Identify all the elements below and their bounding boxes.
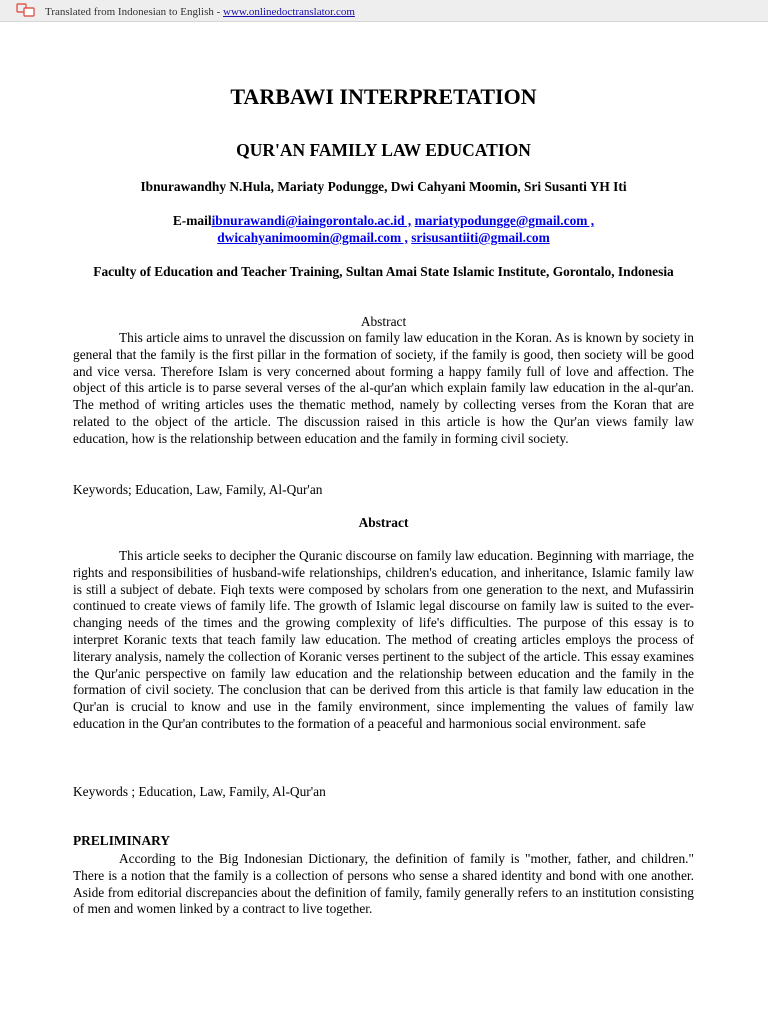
abstract-heading: Abstract bbox=[360, 314, 407, 329]
email-link-2[interactable]: mariatypodungge@gmail.com , bbox=[414, 213, 595, 228]
authors: Ibnurawandhy N.Hula, Mariaty Podungge, Dwi Cahyani Moomin, Sri Susanti YH Iti bbox=[140, 179, 627, 194]
banner-text bbox=[45, 6, 355, 18]
preliminary-paragraph: According to the Big Indonesian Dictionary, the definition of family is "mother, father, and children." There is a notion that the family is a collection of persons who sense a shared identity and bond with one another. Aside from editorial discrepancies about the definition of family, family generally refers to an institution consisting of men and women linked by a contract to live together. bbox=[73, 851, 694, 917]
abstract-paragraph: This article aims to unravel the discussion on family law education in the Koran. As is known by society in general that the family is the first pillar in the formation of society, if the family is good, then society will be good and vice versa. Therefore Islam is very concerned about forming a happy family full of love and affection. The object of this article is to parse several verses of the al-qur'an which explain family law education in the al-qur'an. The method of writing articles uses the thematic method, namely by collecting verses from the Koran that are related to the object of the article. The discussion raised in this article is how the Qur'an views family law education, how is the relationship between education and the family in forming civil society. bbox=[73, 330, 694, 446]
abstract-heading-2: Abstract bbox=[358, 515, 409, 530]
keywords-2: Keywords ; Education, Law, Family, Al-Qur'an bbox=[73, 784, 326, 799]
section-heading: PRELIMINARY bbox=[73, 833, 170, 848]
translator-logo-icon bbox=[16, 3, 36, 17]
document-subtitle: QUR'AN FAMILY LAW EDUCATION bbox=[236, 140, 531, 160]
email-link-4[interactable]: srisusantiiti@gmail.com bbox=[411, 230, 550, 245]
banner-link[interactable]: www.onlinedoctranslator.com bbox=[223, 6, 355, 18]
keywords: Keywords; Education, Law, Family, Al-Qur'an bbox=[73, 482, 323, 497]
email-link-3[interactable]: dwicahyanimoomin@gmail.com , bbox=[217, 230, 408, 245]
email-label: E-mail bbox=[172, 213, 212, 228]
banner-label: Translated from Indonesian to English - bbox=[45, 6, 224, 18]
translation-banner bbox=[0, 0, 768, 22]
document-title: TARBAWI INTERPRETATION bbox=[230, 84, 537, 109]
affiliation: Faculty of Education and Teacher Training, Sultan Amai State Islamic Institute, Gorontalo, Indonesia bbox=[93, 264, 674, 279]
email-link-1[interactable]: ibnurawandi@iaingorontalo.ac.id , bbox=[211, 213, 412, 228]
email-block bbox=[73, 212, 694, 246]
abstract-paragraph-2: This article seeks to decipher the Quranic discourse on family law education. Beginning with marriage, the rights and responsibilities of husband-wife relationships, children's education, and inheritance, Islamic family law is still a subject of debate. Fiqh texts were composed by scholars from one generation to the next, and Mufassirin continued to create views of family life. The growth of Islamic legal discourse on family law is suited to the ever-changing needs of the times and the growing complexity of life's difficulties. The purpose of this essay is to interpret Koranic texts that teach family law education. The method of creating articles employs the process of literary analysis, namely the collection of Koranic verses pertinent to the subject of the article. This essay examines the Qur'anic perspective on family law education and the relationship between education and the family in the formation of civil society. The conclusion that can be derived from this article is that family law education in the Qur'an is crucial to know and use in the family environment, since implementing the values of family law education in the Qur'an contributes to the formation of a peaceful and harmonious social environment. safe bbox=[73, 548, 694, 731]
